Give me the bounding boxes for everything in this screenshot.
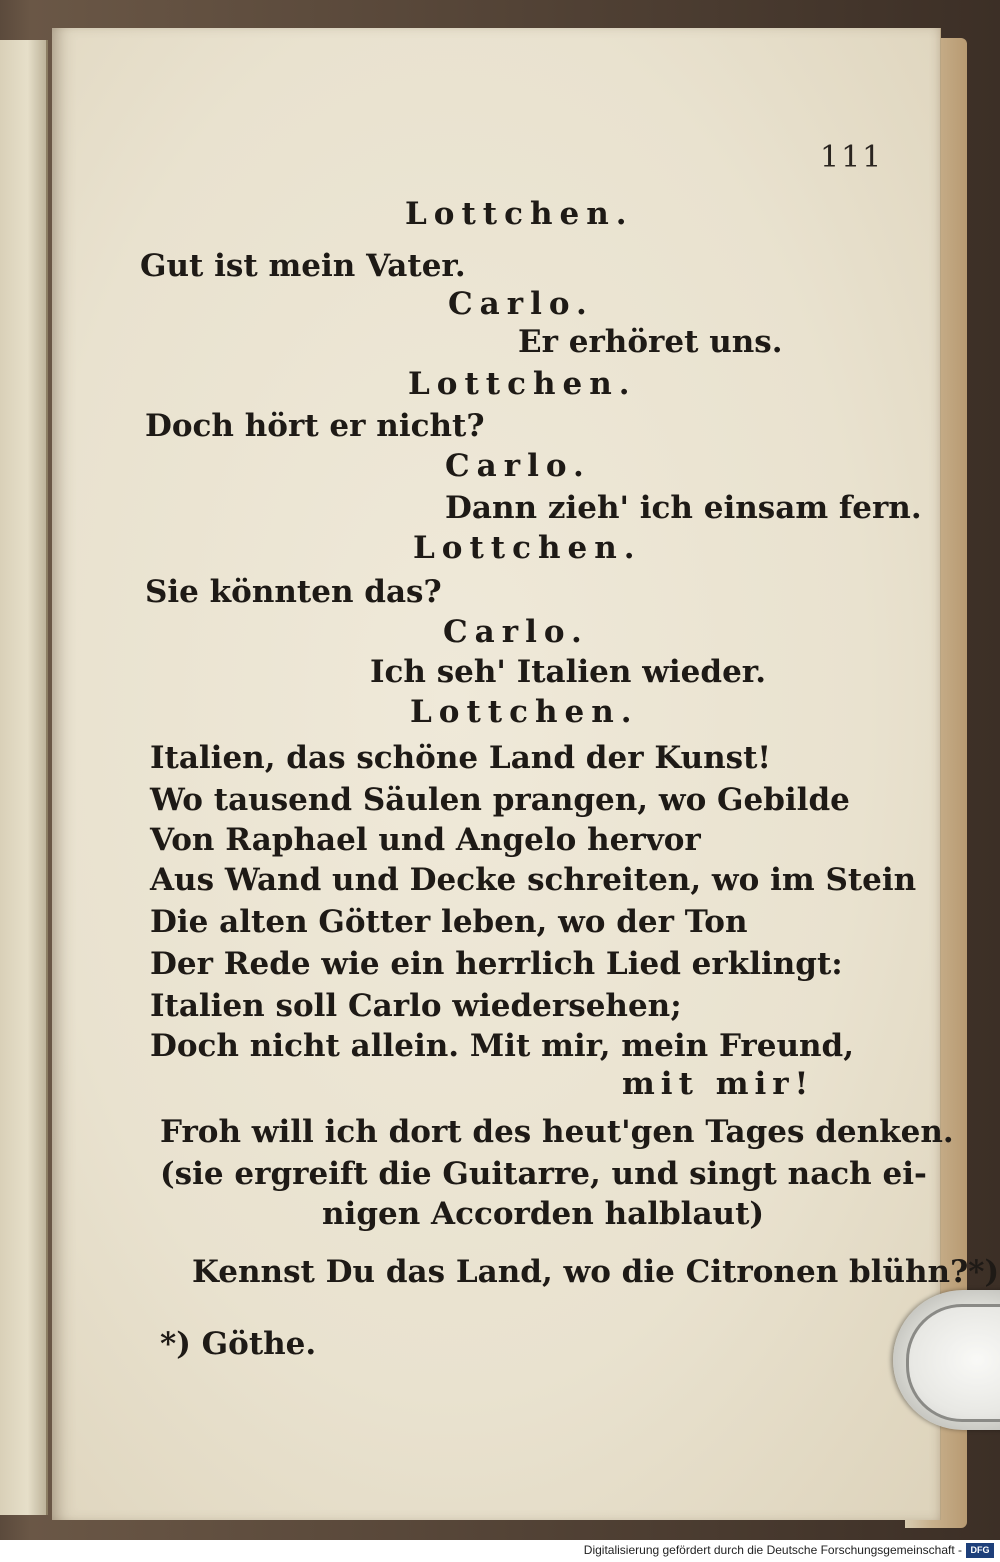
stage-direction: nigen Accorden halblaut) [322,1196,765,1232]
dfg-logo: DFG [966,1543,994,1558]
speaker-carlo: Carlo. [448,286,594,322]
verse-line: Froh will ich dort des heut'gen Tages denken. [160,1114,954,1150]
speaker-carlo: Carlo. [445,448,591,484]
verse-line: Doch hört er nicht? [145,408,485,444]
verse-line: Der Rede wie ein herrlich Lied erklingt: [150,946,843,982]
verse-line: Die alten Götter leben, wo der Ton [150,904,748,940]
verse-line: Ich seh' Italien wieder. [370,654,767,690]
verse-line: Doch nicht allein. Mit mir, mein Freund, [150,1028,855,1064]
verse-line: Italien soll Carlo wiedersehen; [150,988,682,1024]
page-number: 111 [820,140,884,175]
speaker-lottchen: Lottchen. [408,366,637,402]
verse-line: Er erhöret uns. [518,324,783,360]
verse-line: Kennst Du das Land, wo die Citronen blühn?*) [192,1254,1000,1290]
verse-line: Wo tausend Säulen prangen, wo Gebilde [150,782,850,818]
verse-line: Dann zieh' ich einsam fern. [445,490,922,526]
facing-page-edge [0,40,48,1515]
footnote: *) Göthe. [160,1326,317,1362]
speaker-lottchen: Lottchen. [410,694,639,730]
speaker-lottchen: Lottchen. [405,196,634,232]
footer-credit: Digitalisierung gefördert durch die Deutsche Forschungsgemeinschaft - [583,1543,962,1557]
verse-line: Aus Wand und Decke schreiten, wo im Stein [150,862,917,898]
verse-line: mit mir! [622,1066,815,1102]
verse-line: Von Raphael und Angelo hervor [150,822,701,858]
verse-line: Sie könnten das? [145,574,442,610]
stage-direction: (sie ergreift die Guitarre, und singt nach ei- [160,1156,927,1192]
verse-line: Gut ist mein Vater. [140,248,466,284]
speaker-carlo: Carlo. [443,614,589,650]
speaker-lottchen: Lottchen. [413,530,642,566]
verse-line: Italien, das schöne Land der Kunst! [150,740,772,776]
